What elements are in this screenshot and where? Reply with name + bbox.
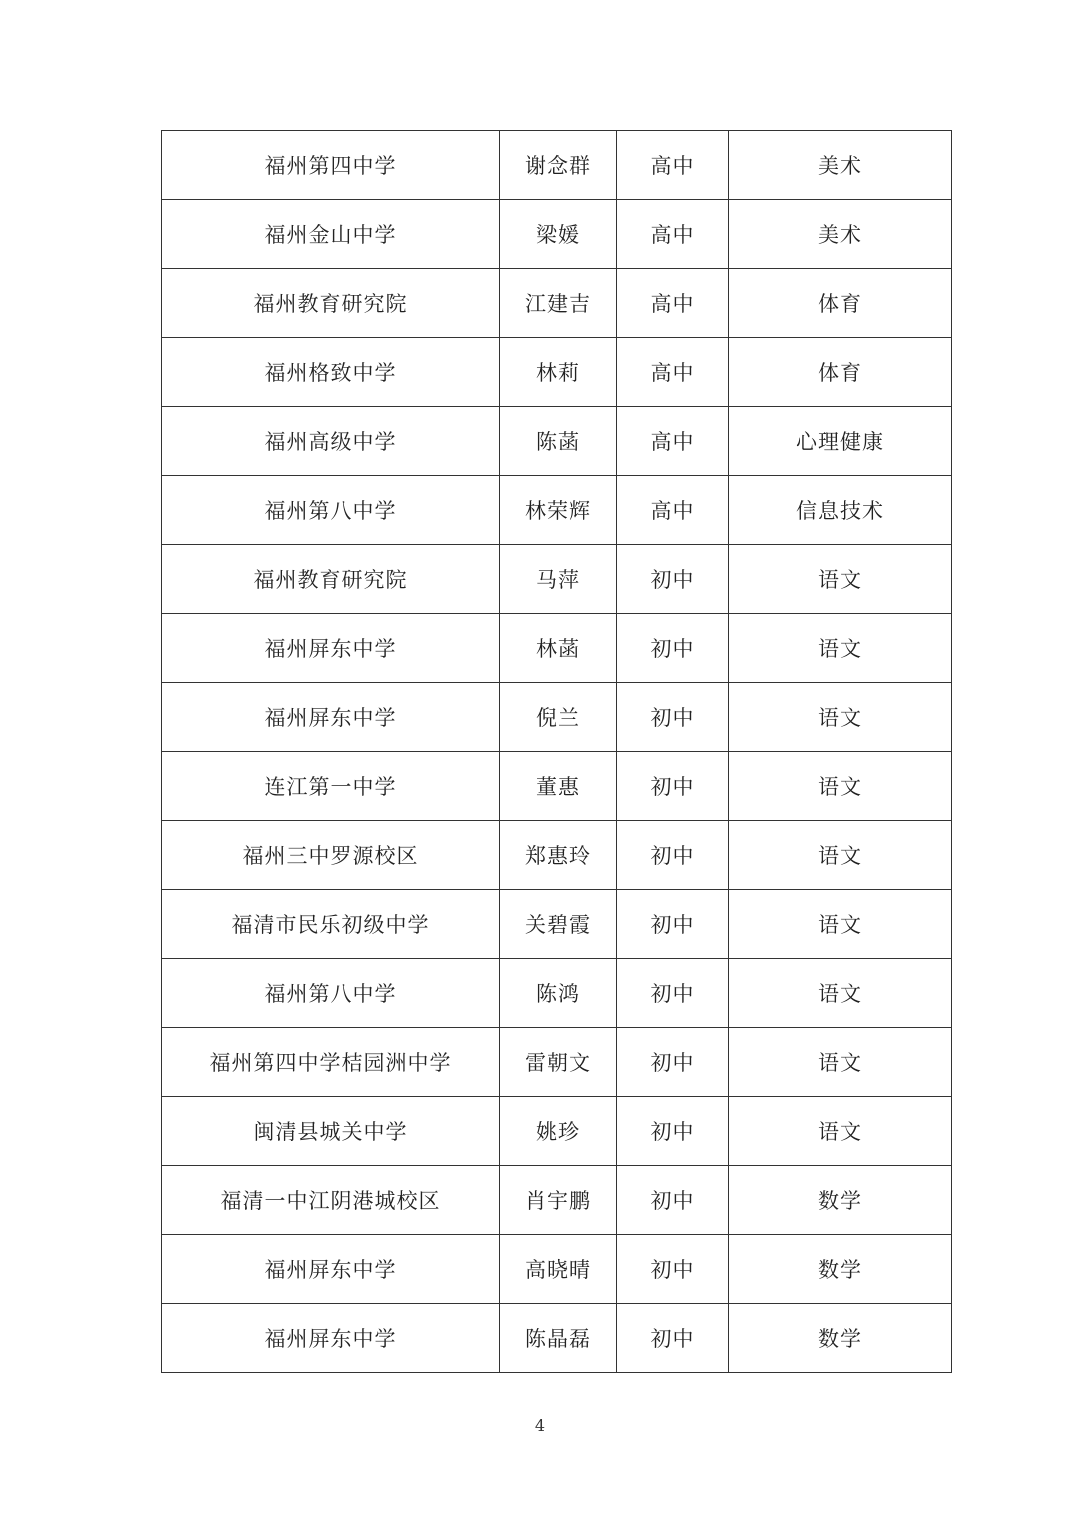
- table-row: [162, 959, 952, 1028]
- school-level-cell: 初中: [617, 1028, 729, 1097]
- school-level-cell: 初中: [617, 683, 729, 752]
- school-level-cell: 初中: [617, 752, 729, 821]
- teacher-name-cell: 倪兰: [500, 683, 617, 752]
- table-row: [162, 683, 952, 752]
- subject-cell: 体育: [729, 338, 952, 407]
- subject-cell: 语文: [729, 1028, 952, 1097]
- table-row: [162, 131, 952, 200]
- school-level-cell: 初中: [617, 1166, 729, 1235]
- school-level-cell: 初中: [617, 890, 729, 959]
- school-level-cell: 高中: [617, 407, 729, 476]
- teacher-name-cell: 陈晶磊: [500, 1304, 617, 1373]
- school-cell: 福州屏东中学: [162, 614, 500, 683]
- teacher-name-cell: 雷朝文: [500, 1028, 617, 1097]
- page-number: 4: [534, 1416, 546, 1435]
- teacher-name-cell: 姚珍: [500, 1097, 617, 1166]
- teacher-name-cell: 林荣辉: [500, 476, 617, 545]
- subject-cell: 语文: [729, 683, 952, 752]
- school-cell: 福州格致中学: [162, 338, 500, 407]
- school-cell: 福州三中罗源校区: [162, 821, 500, 890]
- school-level-cell: 高中: [617, 476, 729, 545]
- table-row: [162, 545, 952, 614]
- teacher-name-cell: 林莉: [500, 338, 617, 407]
- school-level-cell: 高中: [617, 131, 729, 200]
- school-level-cell: 高中: [617, 338, 729, 407]
- teacher-name-cell: 谢念群: [500, 131, 617, 200]
- table-row: [162, 1166, 952, 1235]
- school-level-cell: 初中: [617, 821, 729, 890]
- table-row: [162, 476, 952, 545]
- table-row: [162, 1097, 952, 1166]
- subject-cell: 美术: [729, 131, 952, 200]
- table-row: [162, 1028, 952, 1097]
- subject-cell: 语文: [729, 821, 952, 890]
- subject-cell: 语文: [729, 959, 952, 1028]
- teacher-name-cell: 肖宇鹏: [500, 1166, 617, 1235]
- school-cell: 福州屏东中学: [162, 1235, 500, 1304]
- subject-cell: 语文: [729, 614, 952, 683]
- school-level-cell: 初中: [617, 959, 729, 1028]
- school-level-cell: 初中: [617, 1097, 729, 1166]
- table-row: [162, 1235, 952, 1304]
- school-cell: 福州第四中学桔园洲中学: [162, 1028, 500, 1097]
- table-row: [162, 614, 952, 683]
- school-cell: 福州第八中学: [162, 476, 500, 545]
- teacher-name-cell: 陈鸿: [500, 959, 617, 1028]
- teacher-name-cell: 江建吉: [500, 269, 617, 338]
- table-row: [162, 752, 952, 821]
- table-row: [162, 1304, 952, 1373]
- school-cell: 福清一中江阴港城校区: [162, 1166, 500, 1235]
- table-row: [162, 338, 952, 407]
- teacher-name-cell: 高晓晴: [500, 1235, 617, 1304]
- school-cell: 福州高级中学: [162, 407, 500, 476]
- school-cell: 福州第四中学: [162, 131, 500, 200]
- subject-cell: 语文: [729, 1097, 952, 1166]
- subject-cell: 体育: [729, 269, 952, 338]
- school-level-cell: 初中: [617, 614, 729, 683]
- school-cell: 福州屏东中学: [162, 683, 500, 752]
- school-cell: 福州金山中学: [162, 200, 500, 269]
- teacher-roster-table: [161, 130, 952, 1373]
- school-cell: 福州教育研究院: [162, 545, 500, 614]
- school-cell: 福清市民乐初级中学: [162, 890, 500, 959]
- school-cell: 闽清县城关中学: [162, 1097, 500, 1166]
- table-row: [162, 821, 952, 890]
- table-row: [162, 890, 952, 959]
- subject-cell: 信息技术: [729, 476, 952, 545]
- school-level-cell: 高中: [617, 269, 729, 338]
- subject-cell: 美术: [729, 200, 952, 269]
- school-cell: 福州教育研究院: [162, 269, 500, 338]
- subject-cell: 心理健康: [729, 407, 952, 476]
- subject-cell: 数学: [729, 1304, 952, 1373]
- teacher-name-cell: 梁媛: [500, 200, 617, 269]
- subject-cell: 语文: [729, 545, 952, 614]
- school-level-cell: 初中: [617, 1304, 729, 1373]
- teacher-name-cell: 关碧霞: [500, 890, 617, 959]
- table-row: [162, 269, 952, 338]
- subject-cell: 数学: [729, 1166, 952, 1235]
- table-row: [162, 200, 952, 269]
- teacher-name-cell: 马萍: [500, 545, 617, 614]
- school-cell: 福州第八中学: [162, 959, 500, 1028]
- subject-cell: 数学: [729, 1235, 952, 1304]
- teacher-name-cell: 郑惠玲: [500, 821, 617, 890]
- teacher-name-cell: 陈菡: [500, 407, 617, 476]
- school-level-cell: 初中: [617, 545, 729, 614]
- teacher-name-cell: 董惠: [500, 752, 617, 821]
- subject-cell: 语文: [729, 752, 952, 821]
- school-cell: 福州屏东中学: [162, 1304, 500, 1373]
- school-cell: 连江第一中学: [162, 752, 500, 821]
- table-row: [162, 407, 952, 476]
- school-level-cell: 初中: [617, 1235, 729, 1304]
- teacher-name-cell: 林菡: [500, 614, 617, 683]
- school-level-cell: 高中: [617, 200, 729, 269]
- roster-table-body: [162, 131, 952, 1373]
- subject-cell: 语文: [729, 890, 952, 959]
